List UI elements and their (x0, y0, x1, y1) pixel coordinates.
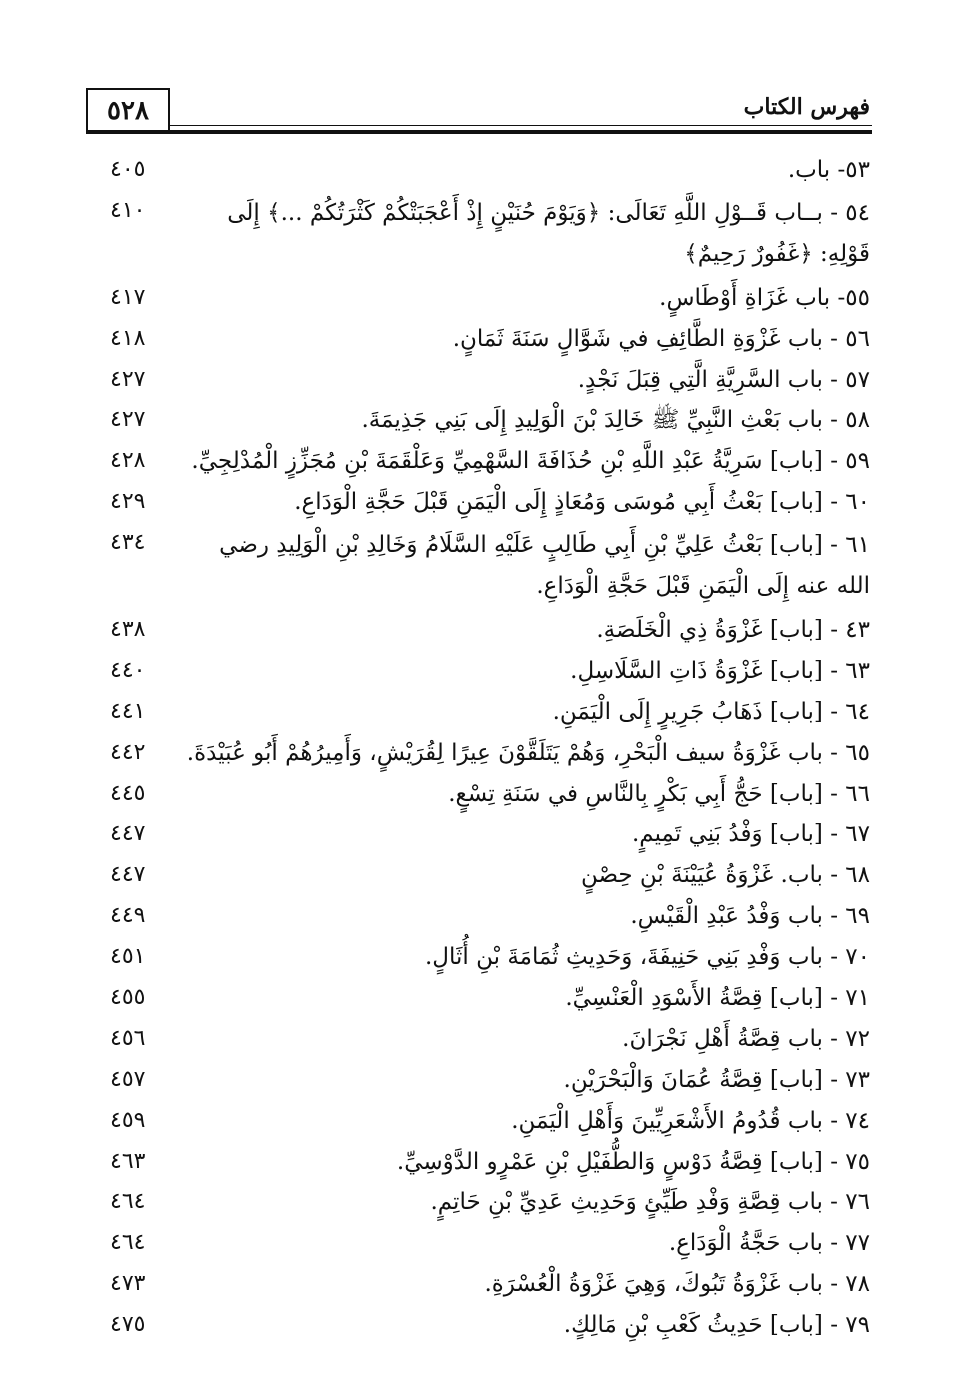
entry-page-number: ٤٥١ (110, 944, 146, 970)
index-entry (110, 1103, 870, 1139)
entry-title: ٧٦ - باب قِصَّةِ وَفْدِ طَيِّئٍ وَحَدِيثِ عَدِيِّ بْنِ حَاتِمٍ. (430, 1189, 870, 1216)
entry-title: ٦٣ - [باب] غَزْوَةُ ذَاتِ السَّلَاسِلِ. (570, 657, 870, 684)
entry-page-number: ٤٣٤ (110, 530, 146, 556)
header-rule (86, 130, 872, 134)
entry-page-number: ٤٠٥ (110, 157, 146, 182)
entry-title: ٦٧ - [باب] وَفْدُ بَنِي تَمِيمٍ. (632, 821, 870, 848)
entry-page-number: ٤٤٢ (110, 739, 146, 765)
entry-title: ٧٩ - [باب] حَدِيثُ كَعْبِ بْنِ مَالِكٍ. (563, 1312, 870, 1339)
entry-title: ٦١ - [باب] بَعْثُ عَلِيِّ بْنِ أَبِي طَالِبٍ عَلَيْهِ السَّلَامُ وَخَالِدِ بْنِ الْوَلِيدِ رضي الله عنه إِلَى الْيَمَنِ قَبْلَ حَجَّةِ الْوَدَاعِ. (219, 532, 870, 600)
entry-title: ٦٨ - باب. غَزْوَةُ عُيَيْنَةَ بْنِ حِصْنٍ (580, 862, 870, 889)
entry-page-number: ٤٥٩ (110, 1107, 146, 1133)
index-entry (110, 1307, 870, 1343)
entry-title: ٧٤ - باب قُدُومُ الأَشْعَرِيِّينَ وَأَهْلِ الْيَمَنِ. (511, 1107, 870, 1134)
entry-page-number: ٤٤٠ (110, 657, 146, 683)
entry-title: ٧٣ - [باب] قِصَّةُ عُمَانَ وَالْبَحْرَيْنِ. (563, 1066, 870, 1093)
index-entry (110, 1184, 870, 1220)
index-entry (110, 653, 870, 689)
index-entry (110, 1144, 870, 1180)
entry-title: ٧٨ - باب غَزْوَةُ تَبُوكَ، وَهِيَ غَزْوَةُ الْعُسْرَةِ. (484, 1271, 870, 1298)
entry-title: ٥٦ - باب غَزْوَةِ الطَّائِفِ في شَوَّالٍ سَنَةَ ثَمَانٍ. (452, 325, 870, 352)
entry-page-number: ٤٢٨ (110, 448, 146, 474)
entry-title: ٦٠ - [باب] بَعْثُ أَبِي مُوسَى وَمُعَاذٍ إِلَى الْيَمَنِ قَبْلَ حَجَّةِ الْوَدَاعِ. (294, 489, 870, 516)
entry-title: ٥٤ - بــاب قَــوْلِ اللَّهِ تَعَالَى: ﴿وَيَوْمَ حُنَيْنٍ إِذْ أَعْجَبَتْكُمْ كَثْرَتُكُمْ ...﴾ إِلَى قَوْلِهِ: ﴿غَفُورٌ رَحِيمٌ﴾ (227, 199, 870, 267)
entry-page-number: ٤٥٥ (110, 985, 146, 1011)
entry-title: ٧٢ - باب قِصَّةُ أَهْلِ نَجْرَانَ. (622, 1025, 870, 1052)
entry-page-number: ٤٧٥ (110, 1312, 146, 1338)
index-entry (110, 1021, 870, 1057)
entry-page-number: ٤٤٧ (110, 862, 146, 888)
index-entry (110, 443, 870, 479)
index-entry (110, 694, 870, 730)
entry-page-number: ٤٣٨ (110, 617, 146, 643)
index-entry (110, 857, 870, 893)
entry-page-number: ٤١٠ (110, 197, 146, 223)
index-entry (110, 1062, 870, 1098)
entry-title: ٥٣- باب. (787, 157, 870, 183)
entry-page-number: ٤٥٧ (110, 1066, 146, 1092)
index-entry (110, 735, 870, 771)
entry-page-number: ٤٤١ (110, 698, 146, 724)
entry-title: ٦٦ - [باب] حَجُّ أَبِي بَكْرٍ بِالنَّاسِ في سَنَةِ تِسْعٍ. (448, 780, 870, 807)
entry-title: ٥٧ - باب السَّرِيَّةِ الَّتِي قِبَلَ نَجْدٍ. (577, 366, 870, 393)
index-entries (110, 152, 870, 1348)
index-entry (110, 1225, 870, 1261)
index-entry (110, 484, 870, 520)
entry-page-number: ٤٦٤ (110, 1189, 146, 1215)
index-entry (110, 612, 870, 648)
entry-title: ٥٩ - [باب] سَرِيَّةُ عَبْدِ اللَّهِ بْنِ حُذَافَةَ السَّهْمِيِّ وَعَلْقَمَةَ بْنِ مُجَزِّزٍ الْمُدْلِجِيِّ. (191, 448, 870, 475)
index-entry (110, 193, 870, 275)
index-entry (110, 321, 870, 357)
index-entry (110, 1266, 870, 1302)
index-entry (110, 898, 870, 934)
entry-title: ٧٠ - باب وَفْدِ بَنِي حَنِيفَةَ، وَحَدِيثِ ثُمَامَةَ بْنِ أُثَالٍ. (425, 944, 870, 971)
entry-page-number: ٤٢٧ (110, 366, 146, 392)
index-entry (110, 939, 870, 975)
entry-page-number: ٤٧٣ (110, 1271, 146, 1297)
index-entry (110, 980, 870, 1016)
entry-page-number: ٤٤٧ (110, 821, 146, 847)
index-entry (110, 362, 870, 398)
page-number: ٥٢٨ (86, 88, 170, 132)
index-entry (110, 525, 870, 607)
entry-title: ٥٥- باب غَزَاةِ أَوْطَاسٍ. (659, 284, 870, 311)
entry-title: ٦٥ - باب غَزْوَةُ سيف الْبَحْرِ، وَهُمْ يَتَلَقَّوْنَ عِيرًا لِقُرَيْشٍ، وَأَمِيرُهُمْ أَبُو عُبَيْدَةَ. (186, 739, 870, 766)
entry-page-number: ٤١٧ (110, 284, 146, 310)
index-entry (110, 280, 870, 316)
entry-title: ٧١ - [باب] قِصَّةُ الأَسْوَدِ الْعَنْسِيِّ. (565, 985, 870, 1012)
index-entry (110, 816, 870, 852)
entry-page-number: ٤١٨ (110, 325, 146, 351)
entry-page-number: ٤٥٦ (110, 1025, 146, 1051)
page-header (86, 88, 872, 136)
entry-page-number: ٤٢٩ (110, 489, 146, 515)
header-rule-thin (170, 125, 872, 126)
entry-title: ٦٤ - [باب] ذَهَابُ جَرِيرٍ إِلَى الْيَمَنِ. (552, 698, 870, 725)
running-title: فهرس الكتاب (743, 94, 870, 120)
entry-page-number: ٤٦٣ (110, 1148, 146, 1174)
index-entry (110, 152, 870, 188)
entry-title: ٦٩ - باب وَفْدُ عَبْدِ الْقَيْسِ. (630, 903, 870, 930)
index-entry (110, 402, 870, 438)
entry-title: ٧٧ - باب حَجَّةُ الْوَدَاعِ. (668, 1230, 870, 1257)
index-entry (110, 776, 870, 812)
entry-page-number: ٤٢٧ (110, 407, 146, 433)
entry-page-number: ٤٤٩ (110, 903, 146, 929)
entry-title: ٧٥ - [باب] قِصَّةُ دَوْسٍ وَالطُّفَيْلِ بْنِ عَمْرٍو الدَّوْسِيِّ. (396, 1148, 870, 1175)
entry-title: ٤٣ - [باب] غَزْوَةُ ذِي الْخَلَصَةِ. (596, 617, 870, 644)
entry-title: ٥٨ - باب بَعْثِ النَّبِيِّ ﷺ خَالِدَ بْنَ الْوَلِيدِ إِلَى بَنِي جَذِيمَةَ. (361, 407, 870, 434)
entry-page-number: ٤٤٥ (110, 780, 146, 806)
entry-page-number: ٤٦٤ (110, 1230, 146, 1256)
